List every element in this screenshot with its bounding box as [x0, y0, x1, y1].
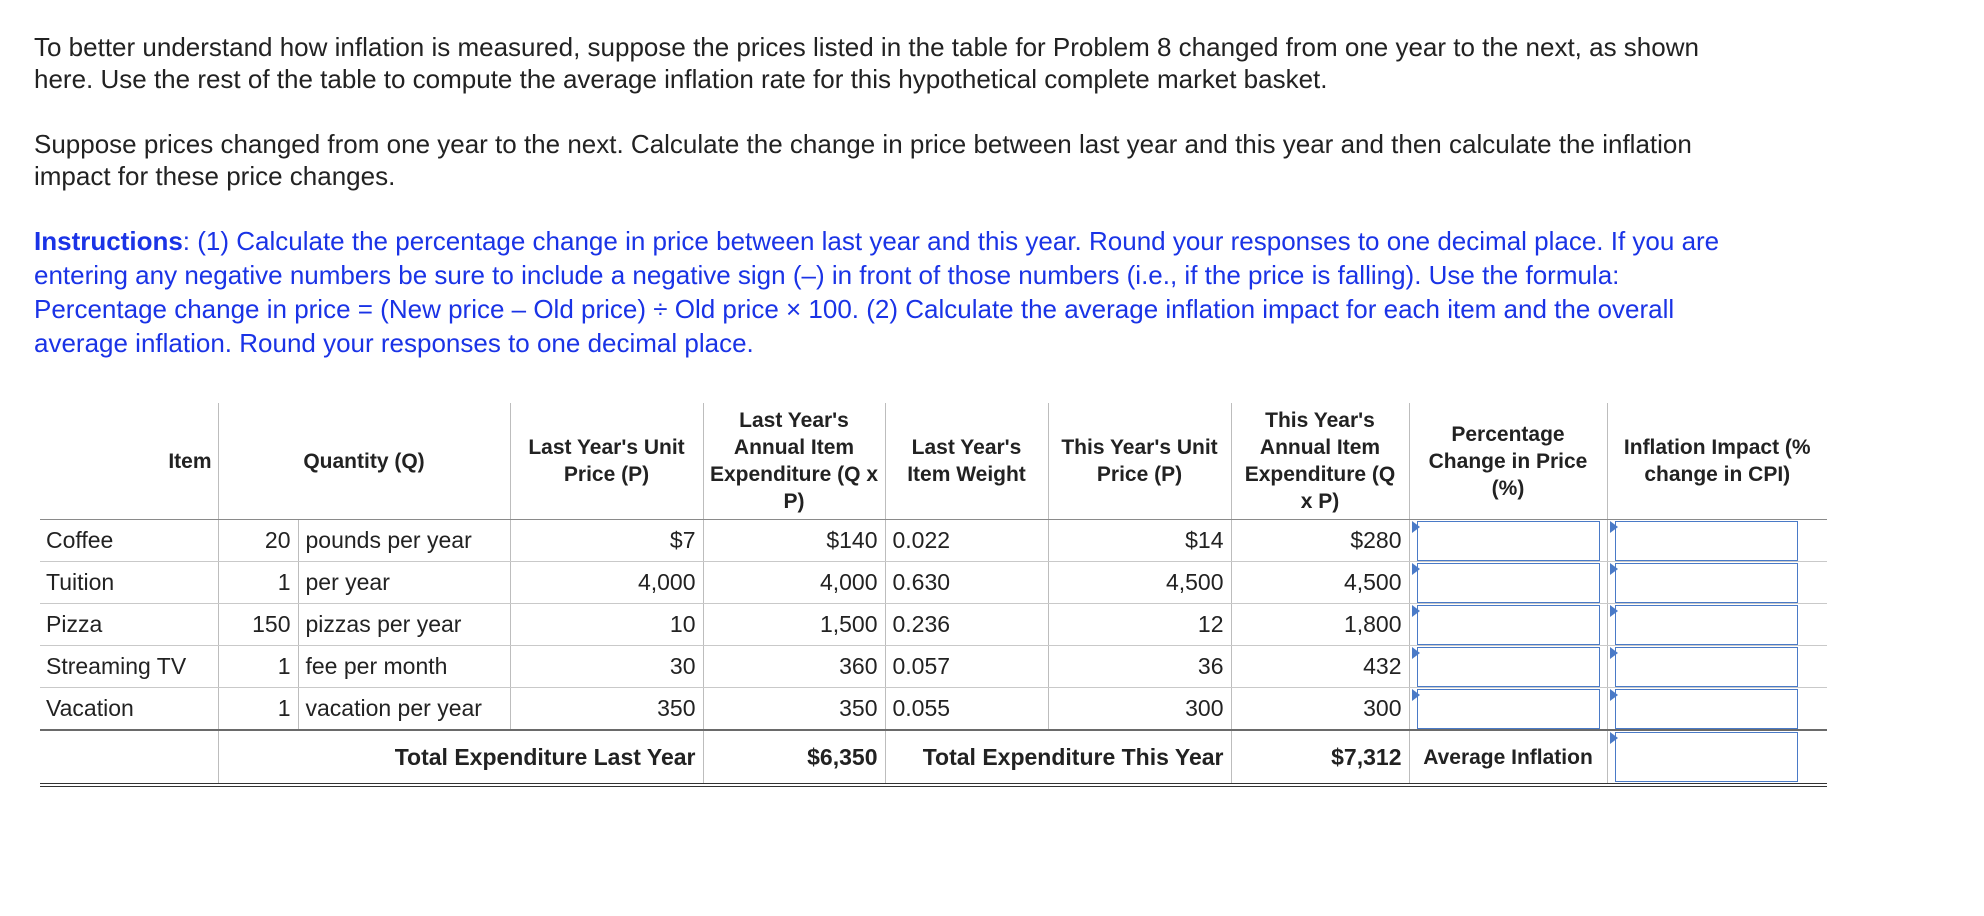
this-expenditure: 4,500 [1231, 562, 1409, 604]
quantity-unit: fee per month [298, 646, 510, 688]
item-weight: 0.236 [885, 604, 1048, 646]
inflation-impact-input-pizza[interactable] [1615, 605, 1798, 645]
total-last-year-label: Total Expenditure Last Year [218, 730, 703, 785]
input-marker-icon [1610, 605, 1618, 617]
pct-change-input-streaming-tv[interactable] [1417, 647, 1600, 687]
header-item: Item [40, 403, 218, 520]
item-name: Coffee [40, 520, 218, 562]
input-marker-icon [1412, 521, 1420, 533]
last-expenditure: 360 [703, 646, 885, 688]
intro-paragraph-1: To better understand how inflation is measured, suppose the prices listed in the table for Problem 8 changed from one year to the next, as shown here. Use the rest of the table to compute the average inflation rate for this hypothetical complete market basket. [34, 32, 1699, 94]
item-weight: 0.057 [885, 646, 1048, 688]
intro-paragraph-2: Suppose prices changed from one year to the next. Calculate the change in price between last year and this year and then calculate the inflation impact for these price changes. [34, 129, 1692, 191]
quantity-value: 1 [218, 562, 298, 604]
quantity-unit: per year [298, 562, 510, 604]
table-row-tuition [40, 562, 1827, 604]
item-name: Vacation [40, 688, 218, 731]
quantity-unit: vacation per year [298, 688, 510, 731]
last-unit-price: 10 [510, 604, 703, 646]
item-name: Pizza [40, 604, 218, 646]
quantity-value: 150 [218, 604, 298, 646]
table-totals-row [40, 730, 1827, 785]
table-row-streaming-tv [40, 646, 1827, 688]
instructions-text: : (1) Calculate the percentage change in price between last year and this year. Round your responses to one decimal place. If you are entering any negative numbers be sure to include a negative sign (–) in front of those numbers (i.e., if the price is falling). Use the formula: Percentage change in price = (New price – Old price) ÷ Old price × 100. (2) Calculate the average inflation impact for each item and the overall average inflation. Round your responses to one decimal place. [34, 226, 1720, 358]
input-marker-icon [1412, 605, 1420, 617]
inflation-impact-input-coffee[interactable] [1615, 521, 1798, 561]
header-last-unit-price: Last Year's Unit Price (P) [510, 403, 703, 520]
inflation-impact-input-tuition[interactable] [1615, 563, 1798, 603]
quantity-value: 20 [218, 520, 298, 562]
last-expenditure: $140 [703, 520, 885, 562]
input-marker-icon [1412, 563, 1420, 575]
this-expenditure: 1,800 [1231, 604, 1409, 646]
total-last-year-value: $6,350 [703, 730, 885, 785]
quantity-value: 1 [218, 688, 298, 731]
instructions-paragraph [34, 224, 1754, 360]
quantity-unit: pizzas per year [298, 604, 510, 646]
quantity-unit: pounds per year [298, 520, 510, 562]
average-inflation-label: Average Inflation [1409, 730, 1607, 785]
this-unit-price: $14 [1048, 520, 1231, 562]
market-basket-table [40, 403, 1827, 787]
this-unit-price: 300 [1048, 688, 1231, 731]
this-unit-price: 36 [1048, 646, 1231, 688]
this-expenditure: 300 [1231, 688, 1409, 731]
header-last-expenditure: Last Year's Annual Item Expenditure (Q x P) [703, 403, 885, 520]
header-quantity: Quantity (Q) [218, 403, 510, 520]
this-unit-price: 4,500 [1048, 562, 1231, 604]
total-this-year-label: Total Expenditure This Year [885, 730, 1231, 785]
header-this-expenditure: This Year's Annual Item Expenditure (Q x P) [1231, 403, 1409, 520]
table-row-pizza [40, 604, 1827, 646]
last-expenditure: 1,500 [703, 604, 885, 646]
item-weight: 0.055 [885, 688, 1048, 731]
item-weight: 0.022 [885, 520, 1048, 562]
header-pct-change: Percentage Change in Price (%) [1409, 403, 1607, 520]
input-marker-icon [1610, 647, 1618, 659]
total-this-year-value: $7,312 [1231, 730, 1409, 785]
last-expenditure: 4,000 [703, 562, 885, 604]
last-unit-price: 30 [510, 646, 703, 688]
this-unit-price: 12 [1048, 604, 1231, 646]
input-marker-icon [1412, 689, 1420, 701]
last-unit-price: 350 [510, 688, 703, 731]
input-marker-icon [1610, 563, 1618, 575]
last-expenditure: 350 [703, 688, 885, 731]
this-expenditure: 432 [1231, 646, 1409, 688]
item-name: Streaming TV [40, 646, 218, 688]
quantity-value: 1 [218, 646, 298, 688]
pct-change-input-coffee[interactable] [1417, 521, 1600, 561]
table-header-row [40, 403, 1827, 520]
item-name: Tuition [40, 562, 218, 604]
input-marker-icon [1610, 732, 1618, 744]
last-unit-price: 4,000 [510, 562, 703, 604]
pct-change-input-vacation[interactable] [1417, 689, 1600, 729]
header-this-unit-price: This Year's Unit Price (P) [1048, 403, 1231, 520]
this-expenditure: $280 [1231, 520, 1409, 562]
table-row-coffee [40, 520, 1827, 562]
last-unit-price: $7 [510, 520, 703, 562]
inflation-impact-input-vacation[interactable] [1615, 689, 1798, 729]
header-inflation-impact: Inflation Impact (% change in CPI) [1607, 403, 1827, 520]
input-marker-icon [1610, 521, 1618, 533]
inflation-impact-input-streaming-tv[interactable] [1615, 647, 1798, 687]
pct-change-input-pizza[interactable] [1417, 605, 1600, 645]
item-weight: 0.630 [885, 562, 1048, 604]
average-inflation-input[interactable] [1615, 732, 1798, 782]
instructions-label: Instructions [34, 226, 183, 256]
header-last-weight: Last Year's Item Weight [885, 403, 1048, 520]
table-row-vacation [40, 688, 1827, 731]
input-marker-icon [1412, 647, 1420, 659]
input-marker-icon [1610, 689, 1618, 701]
pct-change-input-tuition[interactable] [1417, 563, 1600, 603]
